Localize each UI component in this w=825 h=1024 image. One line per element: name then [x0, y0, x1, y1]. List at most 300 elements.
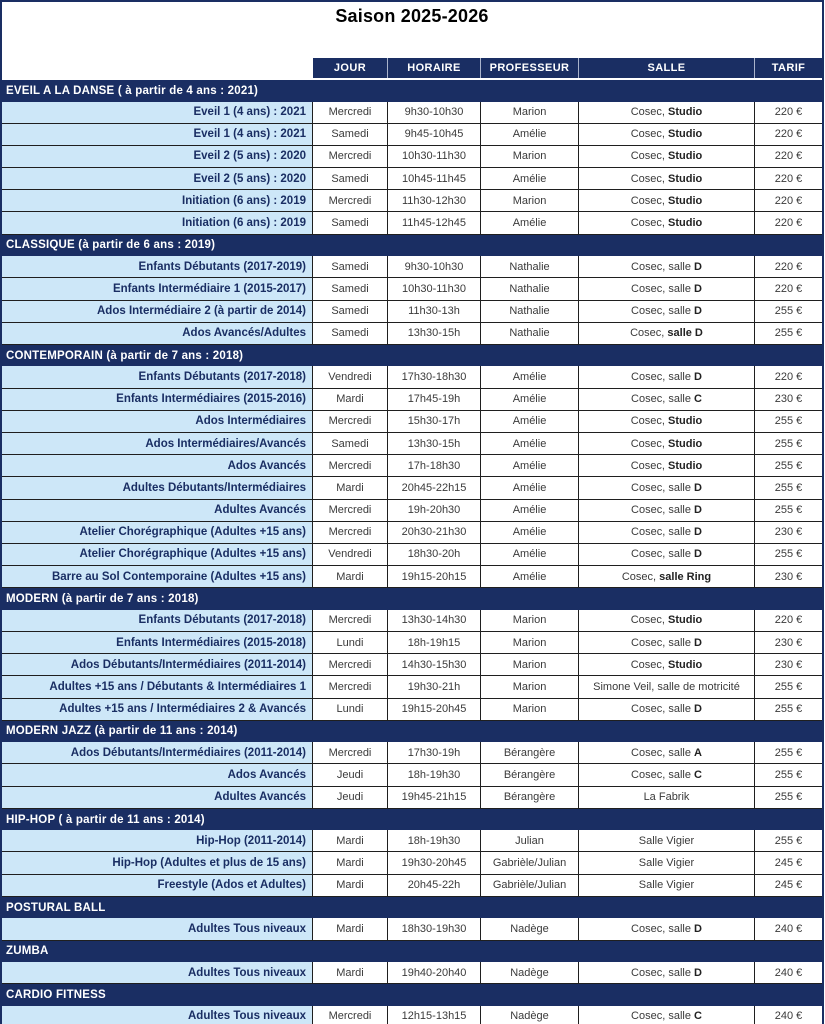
course-label-cell: Freestyle (Ados et Adultes)	[2, 875, 313, 897]
professeur-cell: Nathalie	[481, 323, 579, 345]
salle-text: Cosec,	[630, 415, 669, 428]
table-row	[2, 411, 822, 433]
salle-cell	[579, 477, 755, 499]
tarif-cell: 240 €	[755, 1006, 822, 1024]
course-label-cell: Eveil 2 (5 ans) : 2020	[2, 168, 313, 190]
schedule-table	[2, 80, 822, 1024]
horaire-cell: 10h30-11h30	[388, 146, 481, 168]
tarif-cell: 230 €	[755, 654, 822, 676]
tarif-cell: 255 €	[755, 787, 822, 809]
table-row	[2, 962, 822, 984]
column-header-jour: JOUR	[313, 58, 388, 78]
table-row	[2, 102, 822, 124]
professeur-cell: Amélie	[481, 411, 579, 433]
professeur-cell: Gabrièle/Julian	[481, 852, 579, 874]
section-header: CLASSIQUE (à partir de 6 ans : 2019)	[2, 235, 822, 257]
course-label-cell: Adultes Tous niveaux	[2, 1006, 313, 1024]
salle-text: Cosec,	[630, 614, 669, 627]
salle-text-bold: salle Ring	[659, 570, 712, 583]
tarif-cell: 245 €	[755, 852, 822, 874]
salle-text: Cosec,	[630, 194, 669, 207]
salle-text-bold: A	[694, 746, 702, 759]
table-row	[2, 366, 822, 388]
table-row	[2, 610, 822, 632]
salle-cell	[579, 433, 755, 455]
professeur-cell: Bérangère	[481, 787, 579, 809]
tarif-cell: 255 €	[755, 764, 822, 786]
course-label-cell: Initiation (6 ans) : 2019	[2, 190, 313, 212]
jour-cell: Mercredi	[313, 610, 388, 632]
column-header-tarif: TARIF	[755, 58, 822, 78]
salle-cell	[579, 278, 755, 300]
salle-text-bold: D	[694, 703, 702, 716]
salle-text-bold: Studio	[668, 459, 703, 472]
horaire-cell: 18h30-20h	[388, 544, 481, 566]
table-row	[2, 146, 822, 168]
professeur-cell: Amélie	[481, 522, 579, 544]
section-header: MODERN (à partir de 7 ans : 2018)	[2, 588, 822, 610]
salle-text: Salle Vigier	[638, 879, 695, 892]
course-label-cell: Initiation (6 ans) : 2019	[2, 212, 313, 234]
salle-cell	[579, 124, 755, 146]
horaire-cell: 14h30-15h30	[388, 654, 481, 676]
table-row	[2, 522, 822, 544]
horaire-cell: 15h30-17h	[388, 411, 481, 433]
horaire-cell: 17h45-19h	[388, 389, 481, 411]
jour-cell: Samedi	[313, 301, 388, 323]
salle-text-bold: D	[694, 481, 702, 494]
salle-cell	[579, 962, 755, 984]
salle-text-bold: Studio	[668, 415, 703, 428]
salle-text: Cosec, salle	[631, 703, 695, 716]
tarif-cell: 255 €	[755, 477, 822, 499]
course-label-cell: Eveil 1 (4 ans) : 2021	[2, 102, 313, 124]
course-label-cell: Adultes Débutants/Intermédiaires	[2, 477, 313, 499]
course-label-cell: Enfants Débutants (2017-2018)	[2, 610, 313, 632]
salle-cell	[579, 787, 755, 809]
horaire-cell: 12h15-13h15	[388, 1006, 481, 1024]
salle-text-bold: Studio	[668, 194, 703, 207]
jour-cell: Mercredi	[313, 676, 388, 698]
salle-text: Cosec, salle	[631, 282, 695, 295]
salle-text: Cosec,	[630, 437, 669, 450]
course-label-cell: Enfants Débutants (2017-2019)	[2, 256, 313, 278]
tarif-cell: 220 €	[755, 124, 822, 146]
horaire-cell: 13h30-14h30	[388, 610, 481, 632]
jour-cell: Mardi	[313, 962, 388, 984]
salle-cell	[579, 544, 755, 566]
salle-cell	[579, 654, 755, 676]
professeur-cell: Amélie	[481, 566, 579, 588]
salle-text-bold: Studio	[668, 217, 703, 230]
salle-text: Cosec, salle	[631, 260, 695, 273]
salle-cell	[579, 146, 755, 168]
jour-cell: Samedi	[313, 124, 388, 146]
tarif-cell: 220 €	[755, 366, 822, 388]
course-label-cell: Enfants Intermédiaires (2015-2018)	[2, 632, 313, 654]
professeur-cell: Amélie	[481, 500, 579, 522]
table-row	[2, 455, 822, 477]
tarif-cell: 240 €	[755, 918, 822, 940]
salle-cell	[579, 566, 755, 588]
salle-text-bold: D	[694, 305, 702, 318]
professeur-cell: Marion	[481, 146, 579, 168]
professeur-cell: Nathalie	[481, 301, 579, 323]
horaire-cell: 19h15-20h45	[388, 699, 481, 721]
salle-text: Cosec, salle	[631, 526, 695, 539]
column-header-row	[2, 58, 822, 78]
salle-text: Cosec,	[630, 327, 668, 340]
salle-cell	[579, 168, 755, 190]
horaire-cell: 9h30-10h30	[388, 102, 481, 124]
horaire-cell: 17h30-19h	[388, 742, 481, 764]
table-row	[2, 256, 822, 278]
header-spacer	[2, 58, 313, 78]
course-label-cell: Adultes Tous niveaux	[2, 962, 313, 984]
horaire-cell: 13h30-15h	[388, 433, 481, 455]
salle-text-bold: D	[694, 548, 702, 561]
jour-cell: Mardi	[313, 389, 388, 411]
salle-text-bold: C	[694, 393, 702, 406]
course-label-cell: Ados Intermédiaire 2 (à partir de 2014)	[2, 301, 313, 323]
jour-cell: Samedi	[313, 256, 388, 278]
salle-text: Cosec,	[630, 128, 669, 141]
course-label-cell: Ados Avancés/Adultes	[2, 323, 313, 345]
table-row	[2, 323, 822, 345]
jour-cell: Mardi	[313, 566, 388, 588]
salle-cell	[579, 610, 755, 632]
professeur-cell: Amélie	[481, 389, 579, 411]
tarif-cell: 230 €	[755, 566, 822, 588]
salle-text: Salle Vigier	[638, 857, 695, 870]
salle-text: La Fabrik	[643, 791, 690, 804]
salle-text-bold: Studio	[668, 437, 703, 450]
salle-text: Cosec,	[630, 106, 669, 119]
professeur-cell: Amélie	[481, 455, 579, 477]
salle-text: Cosec, salle	[631, 370, 695, 383]
section-header: CARDIO FITNESS	[2, 984, 822, 1006]
tarif-cell: 220 €	[755, 168, 822, 190]
horaire-cell: 20h45-22h15	[388, 477, 481, 499]
section-header: HIP-HOP ( à partir de 11 ans : 2014)	[2, 809, 822, 831]
course-label-cell: Eveil 1 (4 ans) : 2021	[2, 124, 313, 146]
table-row	[2, 477, 822, 499]
tarif-cell: 240 €	[755, 962, 822, 984]
jour-cell: Mercredi	[313, 190, 388, 212]
tarif-cell: 245 €	[755, 875, 822, 897]
salle-text-bold: Studio	[668, 614, 703, 627]
professeur-cell: Gabrièle/Julian	[481, 875, 579, 897]
tarif-cell: 220 €	[755, 212, 822, 234]
table-row	[2, 433, 822, 455]
column-header-horaire: HORAIRE	[388, 58, 481, 78]
table-row	[2, 566, 822, 588]
horaire-cell: 19h40-20h40	[388, 962, 481, 984]
horaire-cell: 19h30-21h	[388, 676, 481, 698]
professeur-cell: Marion	[481, 699, 579, 721]
horaire-cell: 13h30-15h	[388, 323, 481, 345]
table-row	[2, 1006, 822, 1024]
tarif-cell: 255 €	[755, 742, 822, 764]
professeur-cell: Marion	[481, 632, 579, 654]
professeur-cell: Marion	[481, 654, 579, 676]
professeur-cell: Julian	[481, 830, 579, 852]
page-title: Saison 2025-2026	[335, 6, 489, 26]
jour-cell: Samedi	[313, 168, 388, 190]
tarif-cell: 255 €	[755, 411, 822, 433]
course-label-cell: Hip-Hop (2011-2014)	[2, 830, 313, 852]
salle-text-bold: C	[694, 768, 702, 781]
jour-cell: Lundi	[313, 699, 388, 721]
salle-cell	[579, 366, 755, 388]
course-label-cell: Adultes Avancés	[2, 787, 313, 809]
professeur-cell: Marion	[481, 610, 579, 632]
tarif-cell: 255 €	[755, 433, 822, 455]
professeur-cell: Amélie	[481, 433, 579, 455]
salle-text-bold: D	[694, 636, 702, 649]
horaire-cell: 20h30-21h30	[388, 522, 481, 544]
tarif-cell: 255 €	[755, 301, 822, 323]
tarif-cell: 255 €	[755, 455, 822, 477]
professeur-cell: Nadège	[481, 918, 579, 940]
column-header-salle: SALLE	[579, 58, 755, 78]
table-row	[2, 389, 822, 411]
salle-text: Cosec, salle	[631, 746, 695, 759]
salle-text: Cosec, salle	[631, 966, 695, 979]
course-label-cell: Hip-Hop (Adultes et plus de 15 ans)	[2, 852, 313, 874]
jour-cell: Samedi	[313, 278, 388, 300]
horaire-cell: 18h-19h30	[388, 764, 481, 786]
course-label-cell: Ados Débutants/Intermédiaires (2011-2014)	[2, 654, 313, 676]
salle-text: Cosec, salle	[631, 305, 695, 318]
salle-text-bold: salle D	[667, 327, 703, 340]
section-header: ZUMBA	[2, 941, 822, 963]
professeur-cell: Marion	[481, 190, 579, 212]
professeur-cell: Bérangère	[481, 764, 579, 786]
course-label-cell: Eveil 2 (5 ans) : 2020	[2, 146, 313, 168]
course-label-cell: Adultes +15 ans / Débutants & Intermédiaires 1	[2, 676, 313, 698]
tarif-cell: 230 €	[755, 632, 822, 654]
tarif-cell: 220 €	[755, 256, 822, 278]
tarif-cell: 255 €	[755, 500, 822, 522]
course-label-cell: Ados Intermédiaires/Avancés	[2, 433, 313, 455]
salle-text: Cosec, salle	[631, 768, 695, 781]
salle-cell	[579, 301, 755, 323]
horaire-cell: 18h-19h15	[388, 632, 481, 654]
professeur-cell: Amélie	[481, 124, 579, 146]
professeur-cell: Nathalie	[481, 256, 579, 278]
salle-text: Cosec, salle	[631, 636, 695, 649]
horaire-cell: 17h30-18h30	[388, 366, 481, 388]
tarif-cell: 220 €	[755, 102, 822, 124]
jour-cell: Mardi	[313, 830, 388, 852]
professeur-cell: Nadège	[481, 1006, 579, 1024]
professeur-cell: Amélie	[481, 366, 579, 388]
salle-text-bold: D	[694, 966, 702, 979]
horaire-cell: 11h30-13h	[388, 301, 481, 323]
professeur-cell: Marion	[481, 102, 579, 124]
horaire-cell: 10h30-11h30	[388, 278, 481, 300]
jour-cell: Mardi	[313, 918, 388, 940]
table-row	[2, 787, 822, 809]
horaire-cell: 11h45-12h45	[388, 212, 481, 234]
salle-cell	[579, 852, 755, 874]
jour-cell: Lundi	[313, 632, 388, 654]
salle-text-bold: D	[694, 370, 702, 383]
tarif-cell: 220 €	[755, 278, 822, 300]
salle-cell	[579, 212, 755, 234]
salle-cell	[579, 764, 755, 786]
course-label-cell: Atelier Chorégraphique (Adultes +15 ans)	[2, 522, 313, 544]
professeur-cell: Amélie	[481, 477, 579, 499]
salle-text-bold: D	[694, 282, 702, 295]
salle-text-bold: Studio	[668, 658, 703, 671]
table-row	[2, 654, 822, 676]
salle-cell	[579, 875, 755, 897]
salle-text: Cosec,	[630, 150, 669, 163]
salle-text-bold: Studio	[668, 106, 703, 119]
horaire-cell: 9h45-10h45	[388, 124, 481, 146]
salle-text-bold: D	[694, 922, 702, 935]
jour-cell: Mardi	[313, 477, 388, 499]
table-row	[2, 852, 822, 874]
course-label-cell: Ados Débutants/Intermédiaires (2011-2014)	[2, 742, 313, 764]
jour-cell: Samedi	[313, 433, 388, 455]
salle-text-bold: Studio	[668, 128, 703, 141]
professeur-cell: Marion	[481, 676, 579, 698]
salle-text-bold: Studio	[668, 172, 703, 185]
salle-text-bold: D	[694, 504, 702, 517]
horaire-cell: 19h30-20h45	[388, 852, 481, 874]
course-label-cell: Ados Avancés	[2, 764, 313, 786]
salle-cell	[579, 632, 755, 654]
horaire-cell: 10h45-11h45	[388, 168, 481, 190]
salle-text: Cosec, salle	[631, 548, 695, 561]
table-row	[2, 676, 822, 698]
professeur-cell: Amélie	[481, 168, 579, 190]
table-row	[2, 124, 822, 146]
horaire-cell: 11h30-12h30	[388, 190, 481, 212]
salle-cell	[579, 676, 755, 698]
salle-cell	[579, 323, 755, 345]
salle-cell	[579, 522, 755, 544]
horaire-cell: 9h30-10h30	[388, 256, 481, 278]
horaire-cell: 17h-18h30	[388, 455, 481, 477]
table-row	[2, 830, 822, 852]
professeur-cell: Amélie	[481, 544, 579, 566]
salle-text: Cosec,	[621, 570, 660, 583]
jour-cell: Mercredi	[313, 654, 388, 676]
salle-text: Cosec, salle	[631, 393, 695, 406]
course-label-cell: Adultes +15 ans / Intermédiaires 2 & Avancés	[2, 699, 313, 721]
tarif-cell: 230 €	[755, 389, 822, 411]
salle-text: Cosec, salle	[631, 504, 695, 517]
salle-cell	[579, 699, 755, 721]
course-label-cell: Barre au Sol Contemporaine (Adultes +15 ans)	[2, 566, 313, 588]
salle-cell	[579, 500, 755, 522]
tarif-cell: 255 €	[755, 544, 822, 566]
table-row	[2, 190, 822, 212]
salle-text-bold: Studio	[668, 150, 703, 163]
salle-cell	[579, 742, 755, 764]
table-row	[2, 500, 822, 522]
jour-cell: Mercredi	[313, 522, 388, 544]
salle-text: Salle Vigier	[638, 834, 695, 847]
column-header-professeur: PROFESSEUR	[481, 58, 579, 78]
professeur-cell: Bérangère	[481, 742, 579, 764]
course-label-cell: Enfants Intermédiaire 1 (2015-2017)	[2, 278, 313, 300]
tarif-cell: 255 €	[755, 699, 822, 721]
salle-cell	[579, 411, 755, 433]
salle-text: Cosec,	[630, 217, 669, 230]
salle-text-bold: D	[694, 260, 702, 273]
course-label-cell: Atelier Chorégraphique (Adultes +15 ans)	[2, 544, 313, 566]
horaire-cell: 19h-20h30	[388, 500, 481, 522]
jour-cell: Mardi	[313, 875, 388, 897]
table-row	[2, 918, 822, 940]
table-row	[2, 742, 822, 764]
professeur-cell: Nathalie	[481, 278, 579, 300]
salle-text-bold: D	[694, 526, 702, 539]
table-row	[2, 278, 822, 300]
horaire-cell: 18h30-19h30	[388, 918, 481, 940]
salle-cell	[579, 830, 755, 852]
section-header: EVEIL A LA DANSE ( à partir de 4 ans : 2021)	[2, 80, 822, 102]
jour-cell: Jeudi	[313, 787, 388, 809]
section-header: POSTURAL BALL	[2, 897, 822, 919]
table-row	[2, 875, 822, 897]
salle-cell	[579, 1006, 755, 1024]
salle-cell	[579, 190, 755, 212]
tarif-cell: 255 €	[755, 676, 822, 698]
professeur-cell: Nadège	[481, 962, 579, 984]
horaire-cell: 20h45-22h	[388, 875, 481, 897]
table-row	[2, 544, 822, 566]
salle-cell	[579, 918, 755, 940]
course-label-cell: Enfants Intermédiaires (2015-2016)	[2, 389, 313, 411]
course-label-cell: Enfants Débutants (2017-2018)	[2, 366, 313, 388]
salle-cell	[579, 389, 755, 411]
jour-cell: Mercredi	[313, 411, 388, 433]
jour-cell: Mercredi	[313, 1006, 388, 1024]
salle-text: Cosec,	[630, 459, 669, 472]
salle-cell	[579, 102, 755, 124]
jour-cell: Vendredi	[313, 366, 388, 388]
tarif-cell: 255 €	[755, 830, 822, 852]
salle-text: Simone Veil, salle de motricité	[593, 680, 740, 693]
section-header: MODERN JAZZ (à partir de 11 ans : 2014)	[2, 721, 822, 743]
horaire-cell: 19h15-20h15	[388, 566, 481, 588]
tarif-cell: 220 €	[755, 146, 822, 168]
table-row	[2, 764, 822, 786]
jour-cell: Mercredi	[313, 742, 388, 764]
jour-cell: Jeudi	[313, 764, 388, 786]
course-label-cell: Ados Intermédiaires	[2, 411, 313, 433]
table-row	[2, 301, 822, 323]
salle-text: Cosec,	[630, 658, 669, 671]
tarif-cell: 255 €	[755, 323, 822, 345]
table-row	[2, 699, 822, 721]
jour-cell: Mardi	[313, 852, 388, 874]
salle-text: Cosec, salle	[631, 1010, 695, 1023]
horaire-cell: 19h45-21h15	[388, 787, 481, 809]
table-row	[2, 168, 822, 190]
jour-cell: Mercredi	[313, 146, 388, 168]
tarif-cell: 220 €	[755, 190, 822, 212]
course-label-cell: Ados Avancés	[2, 455, 313, 477]
salle-text: Cosec,	[630, 172, 669, 185]
course-label-cell: Adultes Tous niveaux	[2, 918, 313, 940]
